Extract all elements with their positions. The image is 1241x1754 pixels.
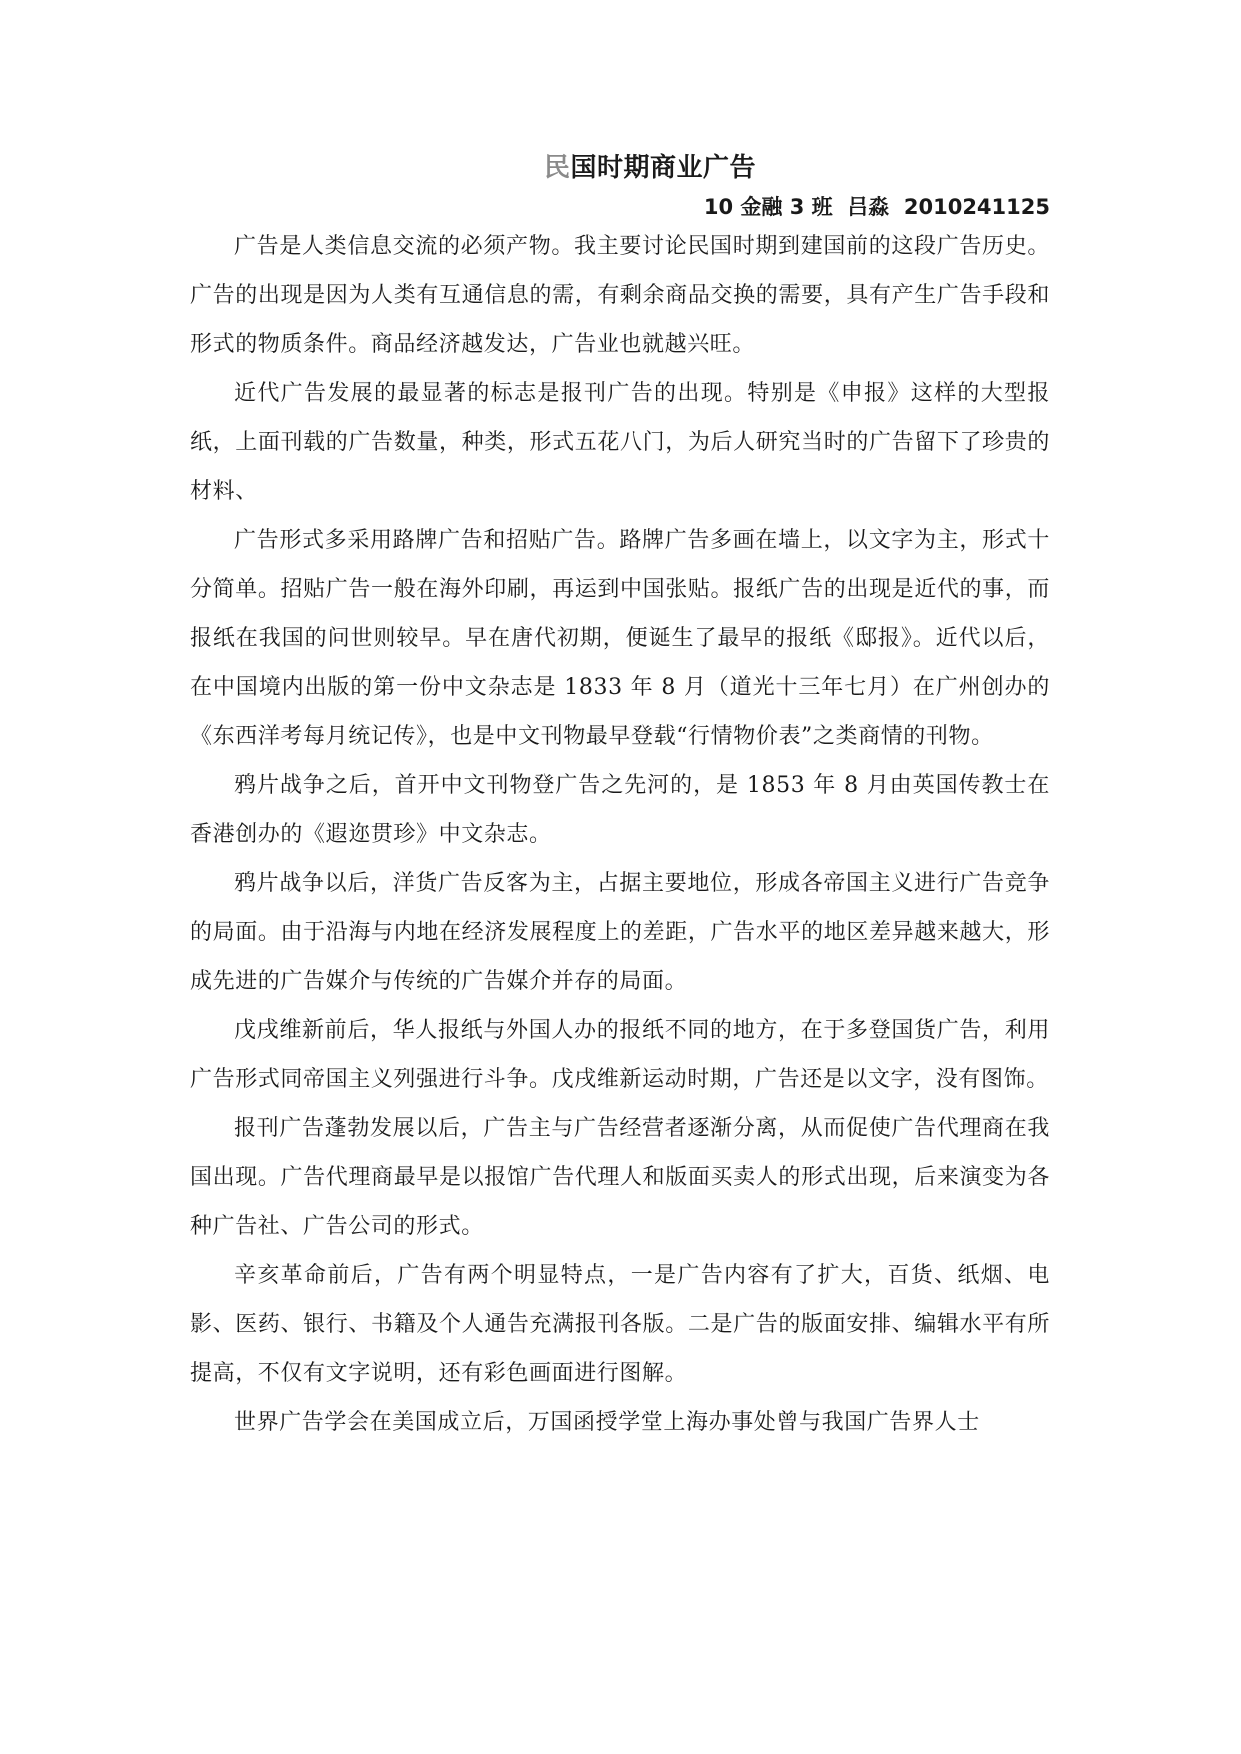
paragraph: 鸦片战争之后，首开中文刊物登广告之先河的，是 1853 年 8 月由英国传教士在香港创办的《遐迩贯珍》中文杂志。: [190, 773, 1050, 847]
paragraph: 近代广告发展的最显著的标志是报刊广告的出现。特别是《申报》这样的大型报纸，上面刊载的广告数量，种类，形式五花八门，为后人研究当时的广告留下了珍贵的材料、: [190, 381, 1050, 504]
paragraph: 辛亥革命前后，广告有两个明显特点，一是广告内容有了扩大，百货、纸烟、电影、医药、银行、书籍及个人通告充满报刊各版。二是广告的版面安排、编辑水平有所提高，不仅有文字说明，还有彩色画面进行图解。: [190, 1263, 1050, 1386]
author-line: 10 金融 3 班 吕淼 2010241125: [703, 195, 1050, 219]
document-title: [190, 150, 1050, 186]
paragraph: 世界广告学会在美国成立后，万国函授学堂上海办事处曾与我国广告界人士: [234, 1410, 980, 1435]
paragraph: 报刊广告蓬勃发展以后，广告主与广告经营者逐渐分离，从而促使广告代理商在我国出现。广告代理商最早是以报馆广告代理人和版面买卖人的形式出现，后来演变为各种广告社、广告公司的形式。: [190, 1116, 1050, 1239]
paragraph: 广告是人类信息交流的必须产物。我主要讨论民国时期到建国前的这段广告历史。广告的出现是因为人类有互通信息的需，有剩余商品交换的需要，具有产生广告手段和形式的物质条件。商品经济越发达，广告业也就越兴旺。: [190, 234, 1050, 357]
paragraph: 鸦片战争以后，洋货广告反客为主，占据主要地位，形成各帝国主义进行广告竞争的局面。由于沿海与内地在经济发展程度上的差距，广告水平的地区差异越来越大，形成先进的广告媒介与传统的广告媒介并存的局面。: [190, 871, 1050, 994]
paragraph: 广告形式多采用路牌广告和招贴广告。路牌广告多画在墙上，以文字为主，形式十分简单。招贴广告一般在海外印刷，再运到中国张贴。报纸广告的出现是近代的事，而报纸在我国的问世则较早。早在唐代初期，便诞生了最早的报纸《邸报》。近代以后，在中国境内出版的第一份中文杂志是 1833 年 8 月（道光十三年七月）在广州创办的《东西洋考每月统记传》，也是中文刊物最早登载“行情物价表”之类商情的刊物。: [190, 528, 1050, 749]
title-first-char: 民: [543, 153, 571, 183]
title-text: 国时期商业广告: [570, 153, 757, 183]
document-page: [190, 150, 1050, 1447]
paragraph: 戊戌维新前后，华人报纸与外国人办的报纸不同的地方，在于多登国货广告，利用广告形式同帝国主义列强进行斗争。戊戌维新运动时期，广告还是以文字，没有图饰。: [190, 1018, 1050, 1092]
